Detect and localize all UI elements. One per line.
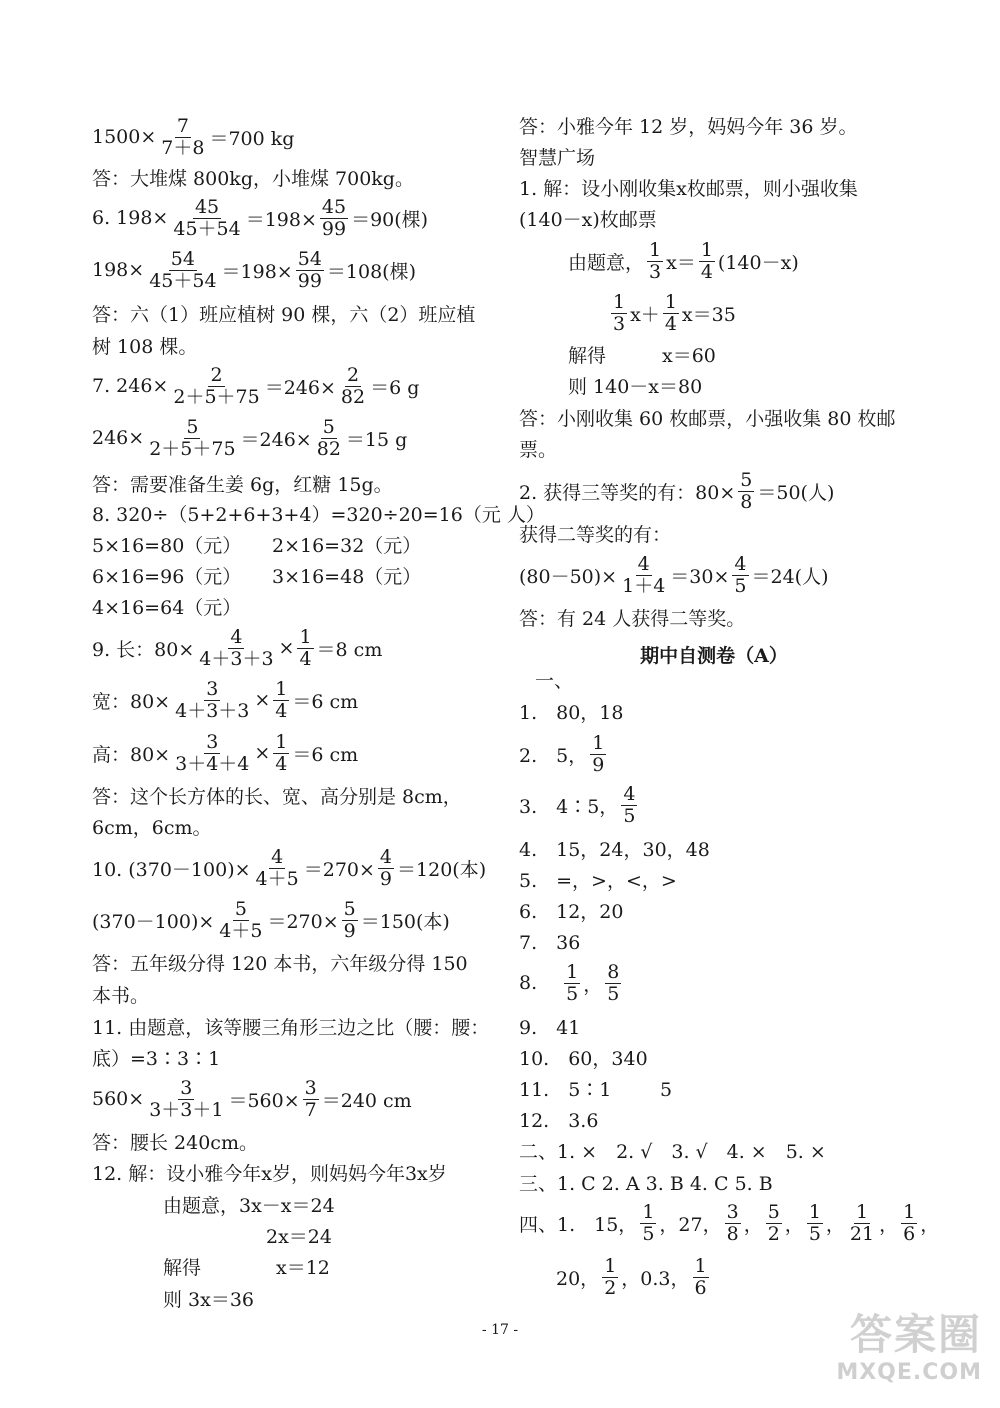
answer-line: 2x＝24 [266,1226,332,1248]
answer-line: 则 3x＝36 [163,1289,255,1311]
answer-line: 则 140－x＝80 [568,376,703,398]
answer-line: 11. 5∶1 [519,1079,612,1101]
answer-line: 10. (370－100)× $\frac{4}{4+5}$ ＝270× $\frac{4}{9}$ ＝120(本) [92,846,487,890]
answer-line: 1. 解：设小刚收集x枚邮票，则小强收集 [519,178,858,200]
answer-line: 198× $\frac{54}{45+54}$ ＝198× $\frac{54}{99}$ ＝108(棵) [92,248,417,292]
answer-line: 11. 由题意，该等腰三角形三边之比（腰：腰： [92,1017,490,1039]
answer-line: 7. 36 [519,932,581,954]
answer-line: 2. 获得三等奖的有：80× $\frac{5}{8}$ ＝50(人) [519,469,835,513]
answer-line: (370－100)× $\frac{5}{4+5}$ ＝270× $\frac{5}{9}$ ＝150(本) [92,898,450,942]
answer-line: 1 3 x＋ 1 4 x＝35 [613,291,736,335]
answer-line: (140－x)枚邮票 [519,209,657,231]
section-title: 期中自测卷（A） [640,645,788,667]
answer-line: 解得 [163,1257,202,1279]
answer-line: x＝12 [276,1257,330,1279]
answer-line: 9. 长：80× $\frac{4}{4+3+3}$ × $\frac{1}{4}$ ＝8 cm [92,626,383,670]
answer-line: 一、 [535,670,574,692]
answer-line: 答：需要准备生姜 6g，红糖 15g。 [92,474,393,496]
answer-line: 二、1. × 2. √ 3. √ 4. × 5. × [519,1141,826,1163]
answer-line: 6. 198× $\frac{45}{45+54}$ ＝198× $\frac{45}{99}$ ＝90(棵) [92,196,429,240]
answer-line: 5×16=80（元） [92,535,242,557]
answer-line: 560× $\frac{3}{3+3+1}$ ＝560× $\frac{3}{7}$ ＝240 cm [92,1077,412,1121]
watermark-text: 答案圈 [849,1310,982,1359]
answer-line: 由题意， 1 3 x＝ 1 4 (140－x) [568,239,799,283]
answer-line: 8. 320÷（5+2+6+3+4）=320÷20=16（元 人） [92,504,545,526]
answer-line: 由题意，3x－x＝24 [163,1195,335,1217]
answer-line: 12. 3.6 [519,1110,599,1132]
answer-line: 5. =，>，<，> [519,870,677,892]
answer-line: 树 108 棵。 [92,336,198,358]
answer-line: 3. 4∶5， 4 5 [519,783,636,827]
answer-line: 6. 12，20 [519,901,624,923]
answer-line: 20， 1 2 ，0.3， 1 6 [556,1255,707,1299]
answer-line: 票。 [519,439,558,461]
answer-line: 5 [660,1079,673,1101]
answer-line: 三、1. C 2. A 3. B 4. C 5. B [519,1173,773,1195]
answer-line: 8. 1 5 ， 8 5 [519,961,620,1005]
answer-line: 解得 [568,345,607,367]
answer-line: 9. 41 [519,1017,581,1039]
answer-line: 答：腰长 240cm。 [92,1132,258,1154]
answer-line: 7. 246× $\frac{2}{2+5+75}$ ＝246× $\frac{2}{82}$ ＝6 g [92,364,420,408]
answer-line: 答：六（1）班应植树 90 棵，六（2）班应植 [92,304,476,326]
answer-line: 6×16=96（元） [92,566,242,588]
answer-line: 4. 15，24，30，48 [519,839,710,861]
answer-line: 高：80× $\frac{3}{3+4+4}$ × $\frac{1}{4}$ ＝6 cm [92,731,359,775]
answer-line: 答：有 24 人获得二等奖。 [519,608,746,630]
answer-line: 底）=3∶3∶1 [92,1048,221,1070]
answer-line: 答：大堆煤 800kg，小堆煤 700kg。 [92,168,414,190]
answer-line: 答：小刚收集 60 枚邮票，小强收集 80 枚邮 [519,408,896,430]
answer-line: 246× $\frac{5}{2+5+75}$ ＝246× $\frac{5}{82}$ ＝15 g [92,416,408,460]
answer-line: 答：五年级分得 120 本书，六年级分得 150 [92,953,468,975]
answer-line: 12. 解：设小雅今年x岁，则妈妈今年3x岁 [92,1163,447,1185]
answer-line: (80－50)× $\frac{4}{1+4}$ ＝30× $\frac{4}{5}$ ＝24(人) [519,553,829,597]
answer-line: 10. 60，340 [519,1048,648,1070]
answer-line: 2×16=32（元） [272,535,422,557]
answer-line: 宽：80× $\frac{3}{4+3+3}$ × $\frac{1}{4}$ ＝6 cm [92,678,359,722]
answer-line: 四、1. 15， 1 5 ，27， 3 8 ， 5 2 ， 1 5 ， 1 21 ， 1 6 ， [519,1201,940,1245]
answer-line: x＝60 [662,345,716,367]
answer-line: 答：小雅今年 12 岁，妈妈今年 36 岁。 [519,116,858,138]
answer-line: 6cm，6cm。 [92,817,212,839]
answer-line: 1. 80，18 [519,702,624,724]
watermark-url: MXQE.COM [836,1360,982,1385]
watermark-logo [838,1302,988,1402]
answer-line: 2. 5， 1 9 [519,732,605,776]
answer-line: 3×16=48（元） [272,566,422,588]
section-heading: 智慧广场 [519,147,596,169]
answer-line: 答：这个长方体的长、宽、高分别是 8cm， [92,786,462,808]
answer-line: 获得二等奖的有： [519,524,672,546]
answer-line: 1500× $\frac{7}{7+8}$ ＝700 kg [92,115,295,159]
page-number: - 17 - [481,1322,519,1338]
answer-line: 本书。 [92,985,150,1007]
answer-line: 4×16=64（元） [92,597,242,619]
